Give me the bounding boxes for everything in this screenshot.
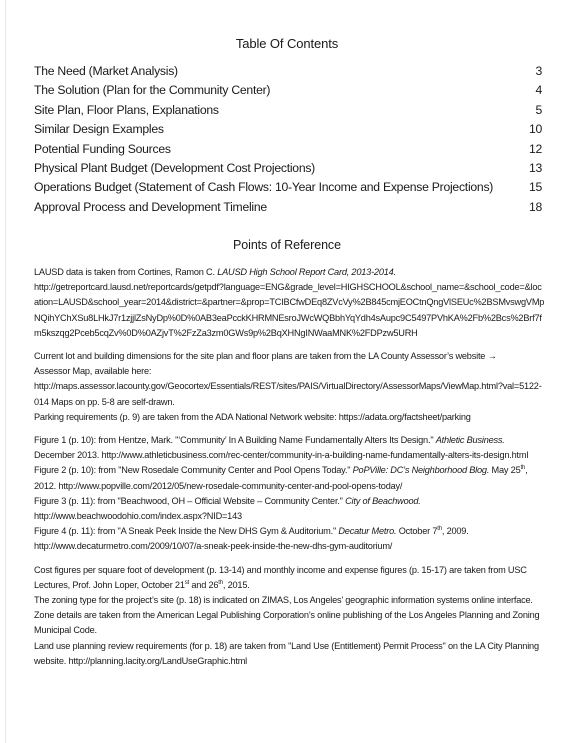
- toc-entry-page: 4: [535, 83, 542, 98]
- reference-figure-3: [34, 494, 546, 524]
- citation-text: October 7: [396, 526, 438, 537]
- references-body: [34, 265, 546, 677]
- reference-lot: [34, 349, 546, 425]
- toc-entry[interactable]: [34, 142, 542, 161]
- citation-text: LAUSD data is taken from Cortines, Ramon C.: [34, 267, 218, 277]
- ordinal-suffix: th: [437, 526, 442, 533]
- citation-publication: Athletic Business.: [435, 435, 505, 446]
- toc-entry-page: 18: [528, 199, 542, 214]
- reference-figures: [34, 433, 546, 555]
- toc-entry-label: The Solution (Plan for the Community Center): [34, 83, 271, 98]
- toc-entry-page: 13: [528, 160, 542, 175]
- reference-land-use: Land use planning review requirements (for p. 18) are taken from "Land Use (Entitlement) Permit Process" on the LA City Planning website. http://planning.lacity.org/LandUseGraphic.html: [34, 640, 539, 666]
- citation-publication: PoPVille: DC’s Neighborhood Blog.: [352, 465, 490, 476]
- citation-text: Cost figures per square foot of development (p. 13-14) and monthly income and expense figures (p. 15-17) are taken from USC Lectures, Prof. John Loper, October 21: [34, 564, 527, 590]
- toc-entry-page: 12: [528, 141, 542, 156]
- ordinal-suffix: th: [218, 579, 223, 586]
- reference-lausd-citation: [34, 265, 546, 280]
- citation-text: December 2013. http://www.athleticbusiness.com/rec-center/community-in-a-building-name-fundamentally-alters-its-design.html: [34, 450, 529, 461]
- reference-figure-1: [34, 433, 546, 463]
- citation-publication: Decatur Metro.: [338, 526, 397, 537]
- toc-entry-label: Operations Budget (Statement of Cash Flows: 10-Year Income and Expense Projections): [34, 180, 494, 195]
- reference-figure-4: [34, 524, 546, 554]
- toc-entry-label: Approval Process and Development Timeline: [34, 199, 267, 214]
- toc-entry-page: 10: [528, 122, 542, 137]
- citation-text: May 25: [489, 465, 521, 476]
- citation-text: , 2012. http://www.popville.com/2012/05/new-rosedale-community-center-and-pool-opens-today/: [34, 465, 528, 491]
- citation-text: http://www.beachwoodohio.com/index.aspx?NID=143: [34, 511, 242, 522]
- reference-parking: Parking requirements (p. 9) are taken from the ADA National Network website: https://adata.org/factsheet/parking: [34, 411, 471, 422]
- toc-entry-page: 15: [528, 180, 542, 195]
- ordinal-suffix: st: [184, 579, 190, 586]
- toc-entry-label: Potential Funding Sources: [34, 141, 171, 156]
- reference-zoning: The zoning type for the project’s site (p. 18) is indicated on ZIMAS, Los Angeles’ geographic information systems online interface. Zone details are taken from the American Legal Publishing Corporation’s online publishing of the Los Angeles Planning and Zoning Municipal Code.: [34, 595, 540, 636]
- toc-entry-page: 5: [535, 102, 542, 117]
- citation-text: Figure 3 (p. 11): from "Beachwood, OH – Official Website – Community Center.": [34, 495, 346, 506]
- citation-text: and 26: [189, 579, 219, 590]
- citation-text: , 2015.: [222, 579, 250, 590]
- toc-entry[interactable]: [34, 103, 542, 122]
- toc-entry-label: The Need (Market Analysis): [34, 64, 178, 78]
- citation-text: Figure 2 (p. 10): from "New Rosedale Community Center and Pool Opens Today.": [34, 465, 353, 476]
- toc-entry-label: Physical Plant Budget (Development Cost Projections): [34, 160, 315, 175]
- reference-figure-2: [34, 463, 546, 493]
- ordinal-suffix: th: [520, 465, 526, 472]
- reference-lot-line2: Assessor Map, available here: http://maps.assessor.lacounty.gov/Geocortex/Essentials/REST/sites/PAIS/VirtualDirectory/AssessorMaps/ViewMap.html?val=5122-014 Maps on pp. 5-8 are self-drawn.: [34, 366, 542, 407]
- toc-title: Table Of Contents: [235, 36, 339, 51]
- citation-publication: City of Beachwood.: [345, 495, 421, 506]
- reference-costs: [34, 563, 546, 669]
- references-title: Points of Reference: [233, 238, 341, 252]
- toc-entry-label: Site Plan, Floor Plans, Explanations: [34, 102, 219, 117]
- page-edge: [5, 0, 6, 743]
- toc-entry[interactable]: [34, 64, 542, 83]
- toc-entry[interactable]: [34, 122, 542, 141]
- toc-entry[interactable]: [34, 161, 542, 180]
- toc-entry[interactable]: [34, 180, 542, 199]
- citation-title: LAUSD High School Report Card, 2013-2014.: [217, 267, 396, 277]
- citation-text: , 2009. http://www.decaturmetro.com/2009/10/07/a-sneak-peek-inside-the-new-dhs-gym-auditorium/: [34, 526, 469, 552]
- toc-entry[interactable]: [34, 83, 542, 102]
- toc-list: [34, 64, 542, 219]
- citation-text: Figure 1 (p. 10): from Hentze, Mark. "‘Community’ In A Building Name Fundamentally Alters Its Design.": [34, 435, 436, 446]
- reference-lot-line1: Current lot and building dimensions for the site plan and floor plans are taken from the LA County Assessor’s website →: [34, 351, 497, 362]
- reference-lausd: [34, 265, 546, 341]
- toc-entry[interactable]: [34, 200, 542, 219]
- toc-entry-page: 3: [535, 64, 542, 78]
- reference-lausd-url[interactable]: http://getreportcard.lausd.net/reportcards/getpdf?language=ENG&grade_level=HIGHSCHOOL&school_name=&school_code=&location=LAUSD&school_year=2014&district=&partner=&prop=TCIBCfwDEq8ZVcVy%2B845cmjEOCtnQngVlSEUc%2BSMvswgVMpNQihYChXSu8LHkJ7r1zjjlZsNyDp%0D%0AB3eaPcckKHRMNEsroJWcWQBbhYqYdh4sAupc9C5497PVhKA%2Fb%2Bcs%2Brf7fm5kszqg2Pceb5cqZv%0D%0AZjvT%2FzZa3zm0GWs9p%2BqXHNgINWaaMNK%2FDPzw5URH: [34, 282, 545, 338]
- citation-text: Figure 4 (p. 11): from "A Sneak Peek Inside the New DHS Gym & Auditorium.": [34, 526, 339, 537]
- toc-entry-label: Similar Design Examples: [34, 122, 164, 137]
- reference-cost-figures: [34, 563, 546, 593]
